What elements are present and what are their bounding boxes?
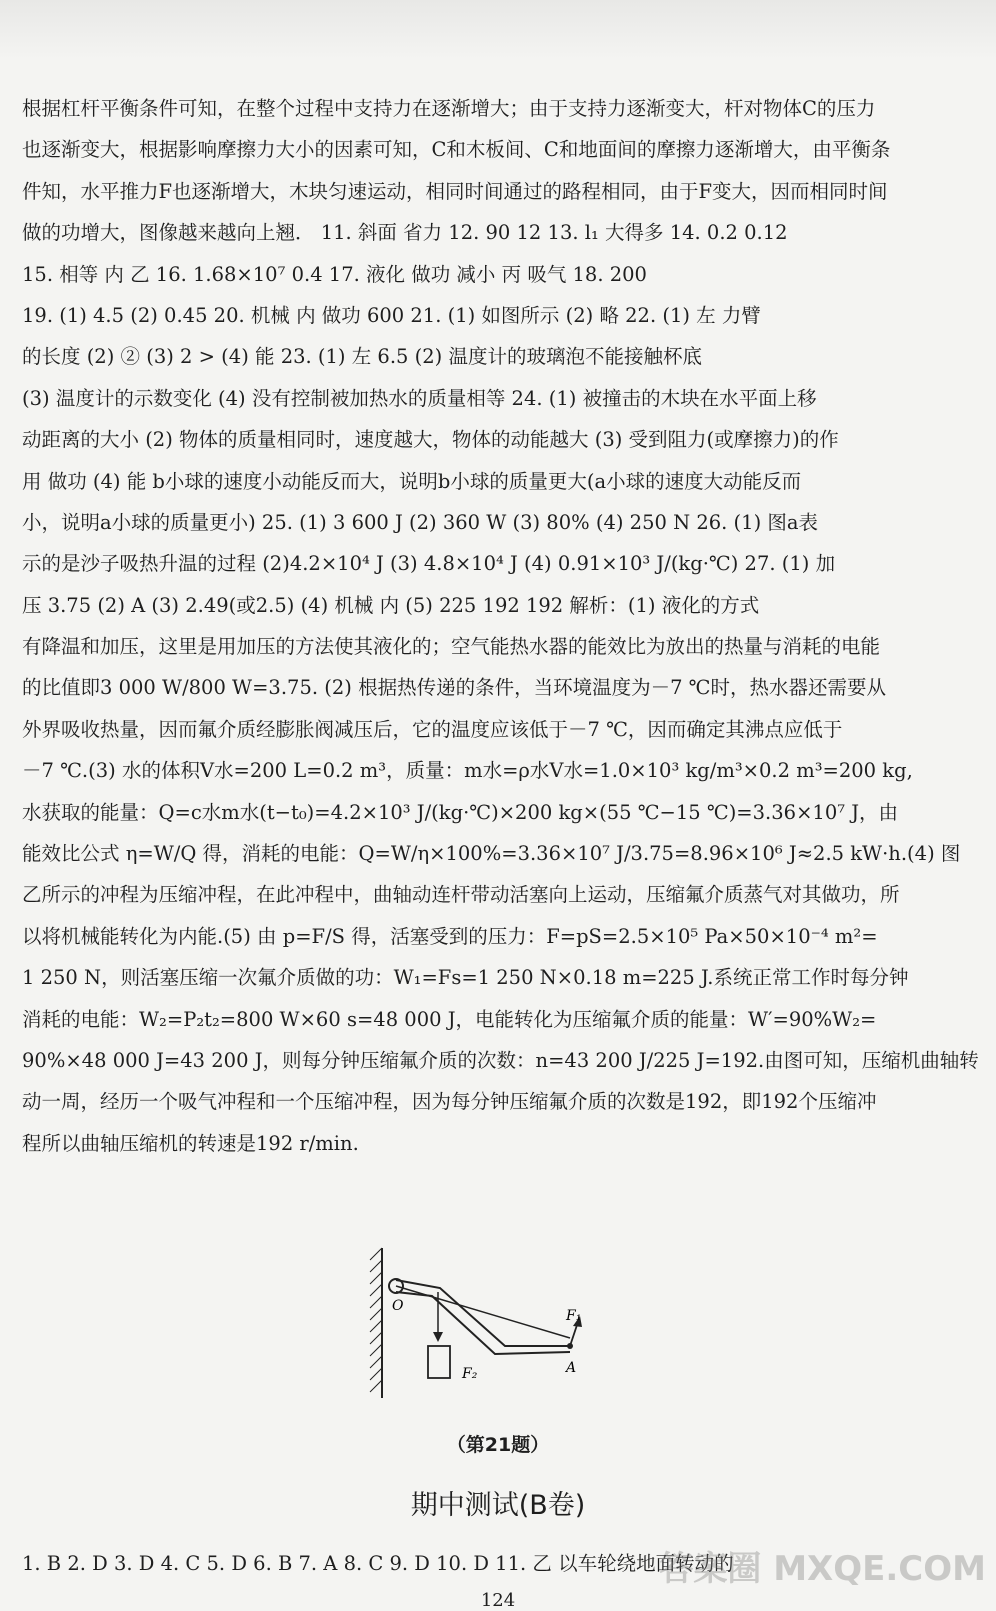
text-line: 的比值即3 000 W/800 W=3.75. (2) 根据热传递的条件，当环境温度为－7 ℃时，热水器还需要从 [22,676,886,700]
lever-diagram-figure [370,1248,610,1418]
watermark-logo: 答案圈 MXQE.COM [659,1549,986,1589]
text-line: 能效比公式 η=W/Q 得，消耗的电能：Q=W/η×100%=3.36×10⁷ J/3.75=8.96×10⁶ J≈2.5 kW·h.(4) 图 [22,842,961,866]
text-line: 根据杠杆平衡条件可知，在整个过程中支持力在逐渐增大；由于支持力逐渐变大，杆对物体C的压力 [22,97,876,120]
text-line: 示的是沙子吸热升温的过程 (2)4.2×10⁴ J (3) 4.8×10⁴ J (4) 0.91×10³ J/(kg·℃) 27. (1) 加 [22,552,836,576]
wall-hatching [370,1248,382,1392]
answer-text-block [22,88,977,1164]
text-line: 动一周，经历一个吸气冲程和一个压缩冲程，因为每分钟压缩氟介质的次数是192，即192个压缩冲 [22,1090,877,1114]
text-line: 的长度 (2) ② (3) 2 > (4) 能 23. (1) 左 6.5 (2) 温度计的玻璃泡不能接触杯底 [22,345,702,369]
text-line: 水获取的能量：Q=c水m水(t−t₀)=4.2×10³ J/(kg·℃)×200 kg×(55 ℃−15 ℃)=3.36×10⁷ J，由 [22,800,899,824]
text-line: 有降温和加压，这里是用加压的方法使其液化的；空气能热水器的能效比为放出的热量与消耗的电能 [22,635,881,659]
text-line: 做的功增大，图像越来越向上翘． 11. 斜面 省力 12. 90 12 13. l₁ 大得多 14. 0.2 0.12 [22,221,788,245]
label-o: O [392,1298,404,1314]
text-line: 1 250 N，则活塞压缩一次氟介质做的功：W₁=Fs=1 250 N×0.18 m=225 J.系统正常工作时每分钟 [22,966,909,990]
label-f1: F₁ [566,1308,582,1324]
section-title: 期中测试(B卷) [410,1490,586,1521]
lever-upper-edge [396,1280,570,1346]
answers-line: 1. B 2. D 3. D 4. C 5. D 6. B 7. A 8. C 9. D 10. D 11. 乙 以车轮绕地面转动的 [22,1552,734,1575]
text-line: 程所以曲轴压缩机的转速是192 r/min. [22,1131,359,1155]
scan-top-shadow [0,0,996,60]
label-a: A [566,1360,577,1376]
text-line: 以将机械能转化为内能.(5) 由 p=F/S 得，活塞受到的压力：F=pS=2.5×10⁵ Pa×50×10⁻⁴ m²= [22,924,878,948]
text-line: 也逐渐变大，根据影响摩擦力大小的因素可知，C和木板间、C和地面间的摩擦力逐渐增大，由平衡条 [22,138,891,162]
force-arm-line [396,1286,570,1338]
lever-lower-edge [396,1292,570,1354]
point-a-dot [567,1343,573,1349]
text-line: 动距离的大小 (2) 物体的质量相同时，速度越大，物体的动能越大 (3) 受到阻力(或摩擦力)的作 [22,428,839,452]
text-line: 乙所示的冲程为压缩冲程，在此冲程中，曲轴动连杆带动活塞向上运动，压缩氟介质蒸气对其做功，所 [22,883,900,907]
f2-arrow-head [433,1332,443,1342]
text-line: 消耗的电能：W₂=P₂t₂=800 W×60 s=48 000 J，电能转化为压缩氟介质的能量：W′=90%W₂= [22,1007,877,1031]
text-line: 件知，水平推力F也逐渐增大，木块匀速运动，相同时间通过的路程相同，由于F变大，因而相同时间 [22,179,888,203]
text-line: 小，说明a小球的质量更小) 25. (1) 3 600 J (2) 360 W (3) 80% (4) 250 N 26. (1) 图a表 [22,510,818,534]
text-line: 外界吸收热量，因而氟介质经膨胀阀减压后，它的温度应该低于－7 ℃，因而确定其沸点应低于 [22,717,843,741]
text-line: 15. 相等 内 乙 16. 1.68×10⁷ 0.4 17. 液化 做功 减小 丙 吸气 18. 200 [22,262,647,286]
text-line: 用 做功 (4) 能 b小球的速度小动能反而大，说明b小球的质量更大(a小球的速度大动能反而 [22,469,802,493]
figure-caption: （第21题） [446,1434,550,1456]
label-f2: F₂ [462,1366,478,1382]
text-line: －7 ℃.(3) 水的体积V水=200 L=0.2 m³，质量：m水=ρ水V水=1.0×10³ kg/m³×0.2 m³=200 kg, [22,759,913,783]
page-number: 124 [480,1590,516,1611]
text-line: 19. (1) 4.5 (2) 0.45 20. 机械 内 做功 600 21. (1) 如图所示 (2) 略 22. (1) 左 力臂 [22,303,761,327]
text-line: 90%×48 000 J=43 200 J，则每分钟压缩氟介质的次数：n=43 200 J/225 J=192.由图可知，压缩机曲轴转 [22,1048,979,1072]
text-line: 压 3.75 (2) A (3) 2.49(或2.5) (4) 机械 内 (5) 225 192 192 解析：(1) 液化的方式 [22,593,760,617]
text-line: (3) 温度计的示数变化 (4) 没有控制被加热水的质量相等 24. (1) 被撞击的木块在水平面上移 [22,386,817,410]
weight-block [428,1346,450,1378]
